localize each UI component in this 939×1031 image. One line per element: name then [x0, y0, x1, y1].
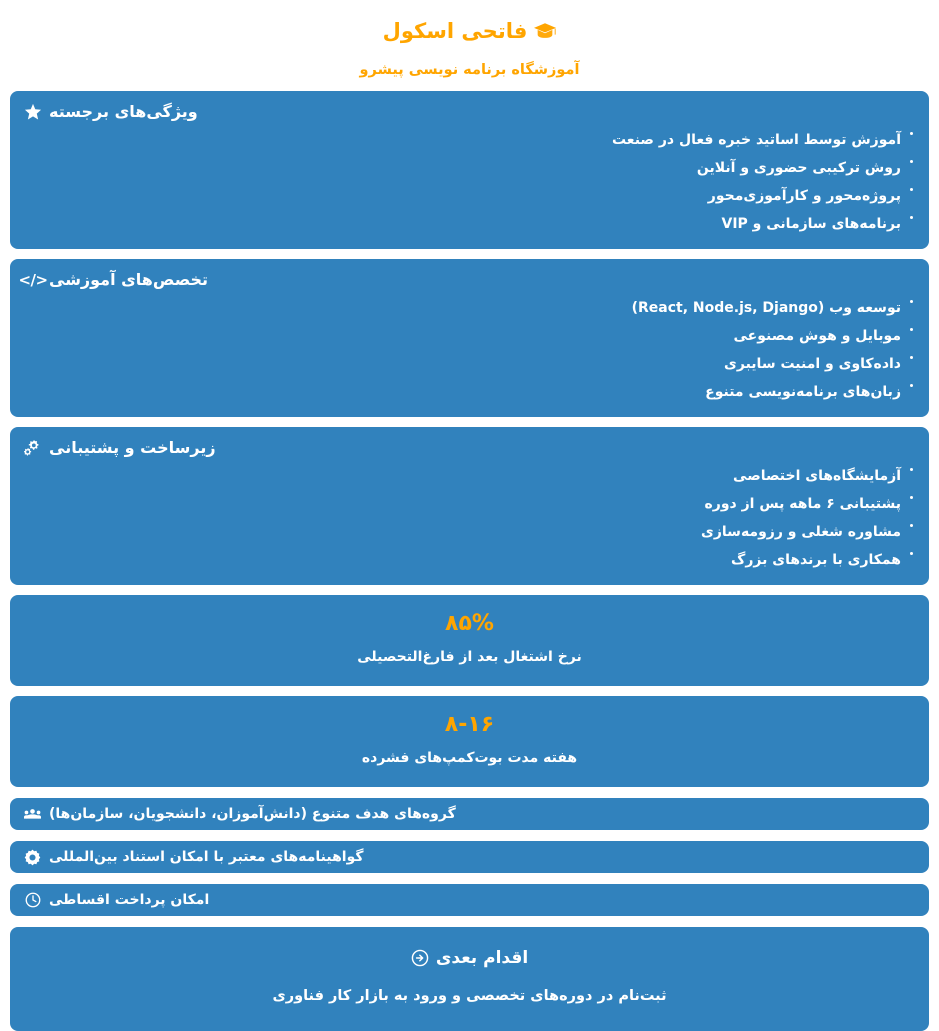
feature-list	[24, 126, 915, 238]
brand-subtitle: آموزشگاه برنامه نویسی پیشرو	[359, 62, 580, 78]
list-item	[24, 518, 915, 546]
bullet-dot-icon	[910, 524, 913, 527]
highlight-bar-label: گروه‌های هدف متنوع (دانش‌آموزان، دانشجویان، سازمان‌ها)	[49, 806, 456, 822]
list-item	[24, 546, 915, 574]
page-header	[10, 0, 929, 81]
section-card-infrastructure	[10, 427, 929, 585]
code-icon: </>	[18, 271, 48, 289]
list-item	[24, 182, 915, 210]
list-item-label: مشاوره شغلی و رزومه‌سازی	[701, 524, 901, 540]
list-item	[24, 322, 915, 350]
brand-title-row	[10, 17, 929, 45]
graduation-cap-icon	[534, 23, 556, 40]
bullet-dot-icon	[910, 216, 913, 219]
bullet-dot-icon	[910, 188, 913, 191]
cogs-icon	[24, 439, 42, 457]
stat-card-bootcamp-duration	[10, 696, 929, 787]
list-item	[24, 126, 915, 154]
section-title: تخصص‌های آموزشی	[49, 270, 209, 289]
bullet-dot-icon	[910, 356, 913, 359]
section-card-specialties	[10, 259, 929, 417]
stat-value: ۸۵%	[445, 611, 494, 636]
list-item-label: موبایل و هوش مصنوعی	[733, 328, 901, 344]
list-item-label: داده‌کاوی و امنیت سایبری	[724, 356, 901, 372]
bullet-dot-icon	[910, 496, 913, 499]
infrastructure-list	[24, 462, 915, 574]
list-item-label: روش ترکیبی حضوری و آنلاین	[696, 160, 901, 176]
clock-icon	[24, 892, 41, 909]
section-title: ویژگی‌های برجسته	[49, 102, 198, 121]
specialty-list	[24, 294, 915, 406]
list-item	[24, 490, 915, 518]
highlight-bar-installments	[10, 884, 929, 916]
list-item-label: توسعه وب (React, Node.js, Django)	[631, 300, 901, 316]
list-item	[24, 462, 915, 490]
list-item-label: همکاری با برندهای بزرگ	[731, 552, 901, 568]
list-item-label: پشتیبانی ۶ ماهه پس از دوره	[704, 496, 901, 512]
highlight-bar-label: امکان پرداخت اقساطی	[49, 892, 210, 908]
list-item	[24, 210, 915, 238]
highlight-bar-certificates	[10, 841, 929, 873]
bullet-dot-icon	[910, 132, 913, 135]
list-item	[24, 294, 915, 322]
section-header	[24, 100, 915, 124]
list-item-label: آموزش توسط اساتید خبره فعال در صنعت	[611, 132, 901, 148]
stat-value: ۸-۱۶	[444, 712, 495, 737]
list-item	[24, 378, 915, 406]
bullet-dot-icon	[910, 468, 913, 471]
stat-card-employment-rate	[10, 595, 929, 686]
list-item-label: زبان‌های برنامه‌نویسی متنوع	[705, 384, 901, 400]
highlight-bar-target-groups	[10, 798, 929, 830]
arrow-circle-right-icon	[411, 949, 429, 967]
cta-subtitle: ثبت‌نام در دوره‌های تخصصی و ورود به بازار کار فناوری	[272, 988, 667, 1004]
stat-label: هفته مدت بوت‌کمپ‌های فشرده	[361, 750, 578, 766]
list-item-label: آزمایشگاه‌های اختصاصی	[733, 468, 901, 484]
highlight-bar-label: گواهینامه‌های معتبر با امکان استناد بین‌المللی	[49, 849, 364, 865]
cta-title: اقدام بعدی	[435, 948, 529, 968]
brand-title-text: فاتحی اسکول	[382, 19, 528, 43]
certificate-icon	[24, 849, 41, 866]
bullet-dot-icon	[910, 160, 913, 163]
section-header	[24, 436, 915, 460]
stat-label: نرخ اشتغال بعد از فارغ‌التحصیلی	[357, 649, 582, 665]
bullet-dot-icon	[910, 300, 913, 303]
list-item	[24, 350, 915, 378]
bullet-dot-icon	[910, 552, 913, 555]
list-item-label: پروژه‌محور و کارآموزی‌محور	[707, 188, 901, 204]
cta-card[interactable]	[10, 927, 929, 1031]
list-item	[24, 154, 915, 182]
section-card-features	[10, 91, 929, 249]
bullet-dot-icon	[910, 328, 913, 331]
section-header	[18, 268, 915, 292]
star-icon	[24, 103, 42, 121]
list-item-label: برنامه‌های سازمانی و VIP	[721, 216, 901, 232]
section-title: زیرساخت و پشتیبانی	[49, 438, 216, 457]
cta-header	[24, 945, 915, 971]
users-icon	[24, 806, 41, 823]
bullet-dot-icon	[910, 384, 913, 387]
